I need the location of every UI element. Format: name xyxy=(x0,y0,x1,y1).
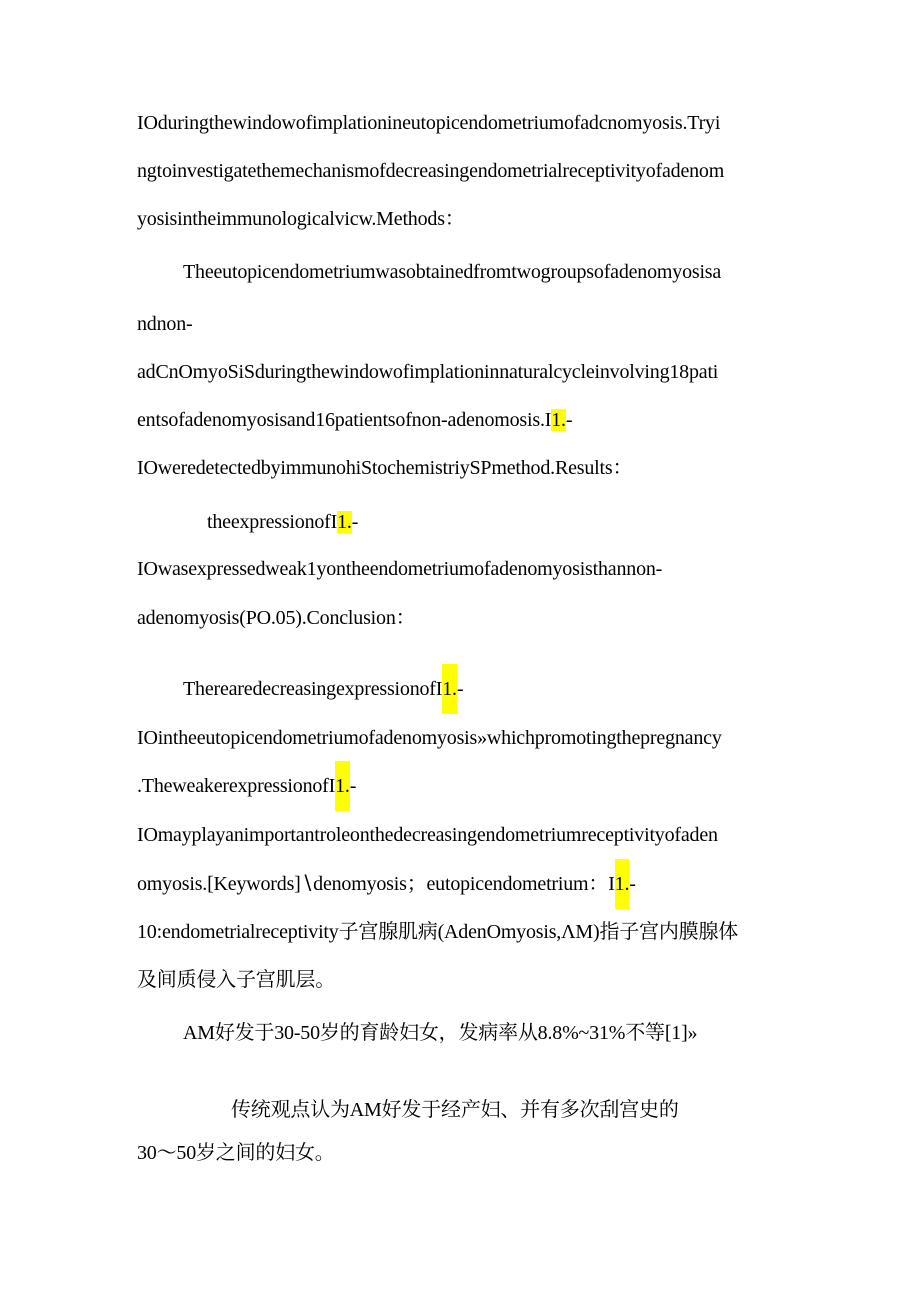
highlighted-text: 1. xyxy=(551,409,566,431)
text-line-13: IOintheeutopicendometriumofadenomyosis»whichpromotingthepregnancy xyxy=(137,727,722,749)
text-segment: entsofadenomyosisand16patientsofnon-adenomosis.I xyxy=(137,409,552,431)
text-line-9 xyxy=(207,509,358,535)
text-segment: - xyxy=(629,873,636,895)
text-line-18: 及间质侵入子宫肌层。 xyxy=(137,969,335,991)
text-segment: - xyxy=(456,678,464,700)
text-line-2: ngtoinvestigatethemechanismofdecreasingendometrialreceptivityofadenom xyxy=(137,160,725,182)
text-segment: - xyxy=(349,775,357,797)
highlighted-text: 1. xyxy=(337,511,352,533)
text-line-20: 传统观点认为AM好发于经产妇、并有多次刮宫史的 xyxy=(231,1099,679,1121)
text-line-21: 30～50岁之间的妇女。 xyxy=(137,1142,335,1164)
text-line-14 xyxy=(137,773,356,811)
text-line-7 xyxy=(137,407,572,433)
text-line-15: IOmayplayanimportantroleonthedecreasingendometriumreceptivityofaden xyxy=(137,824,718,846)
highlighted-text: 1. xyxy=(615,859,630,909)
highlighted-text: 1. xyxy=(335,761,350,811)
text-segment: .TheweakerexpressionofI xyxy=(137,775,336,797)
text-line-1: IOduringthewindowofimplationineutopicendometriumofadcnomyosis.Tryi xyxy=(137,112,721,134)
text-segment: theexpressionofI xyxy=(207,511,338,533)
highlighted-text: 1. xyxy=(442,664,457,714)
text-line-19: AM好发于30-50岁的育龄妇女，发病率从8.8%~31%不等[1]» xyxy=(183,1022,698,1044)
text-segment: TherearedecreasingexpressionofI xyxy=(183,678,443,700)
text-line-4: Theeutopicendometriumwasobtainedfromtwogroupsofadenomyosisa xyxy=(183,261,722,283)
text-line-8: IOweredetectedbyimmunohiStochemistriySPmethod.Results： xyxy=(137,457,633,479)
text-line-6: adCnOmyoSiSduringthewindowofimplationinnaturalcycleinvolving18pati xyxy=(137,361,719,383)
text-line-3: yosisintheimmunologicalvicw.Methods： xyxy=(137,208,465,230)
text-line-5: ndnon- xyxy=(137,313,193,335)
text-line-17: 10:endometrialreceptivity子宫腺肌病(AdenOmyosis,ΛM)指子宫内膜腺体 xyxy=(137,921,739,943)
text-segment: - xyxy=(565,409,573,431)
text-segment: - xyxy=(351,511,359,533)
text-line-12 xyxy=(183,676,463,714)
text-line-10: IOwasexpressedweak1yontheendometriumofadenomyosisthannon- xyxy=(137,558,663,580)
text-segment: omyosis.[Keywords]∖denomyosis；eutopicendometrium：I xyxy=(137,873,615,895)
text-line-16 xyxy=(137,871,636,909)
text-line-11: adenomyosis(PO.05).Conclusion： xyxy=(137,607,416,629)
